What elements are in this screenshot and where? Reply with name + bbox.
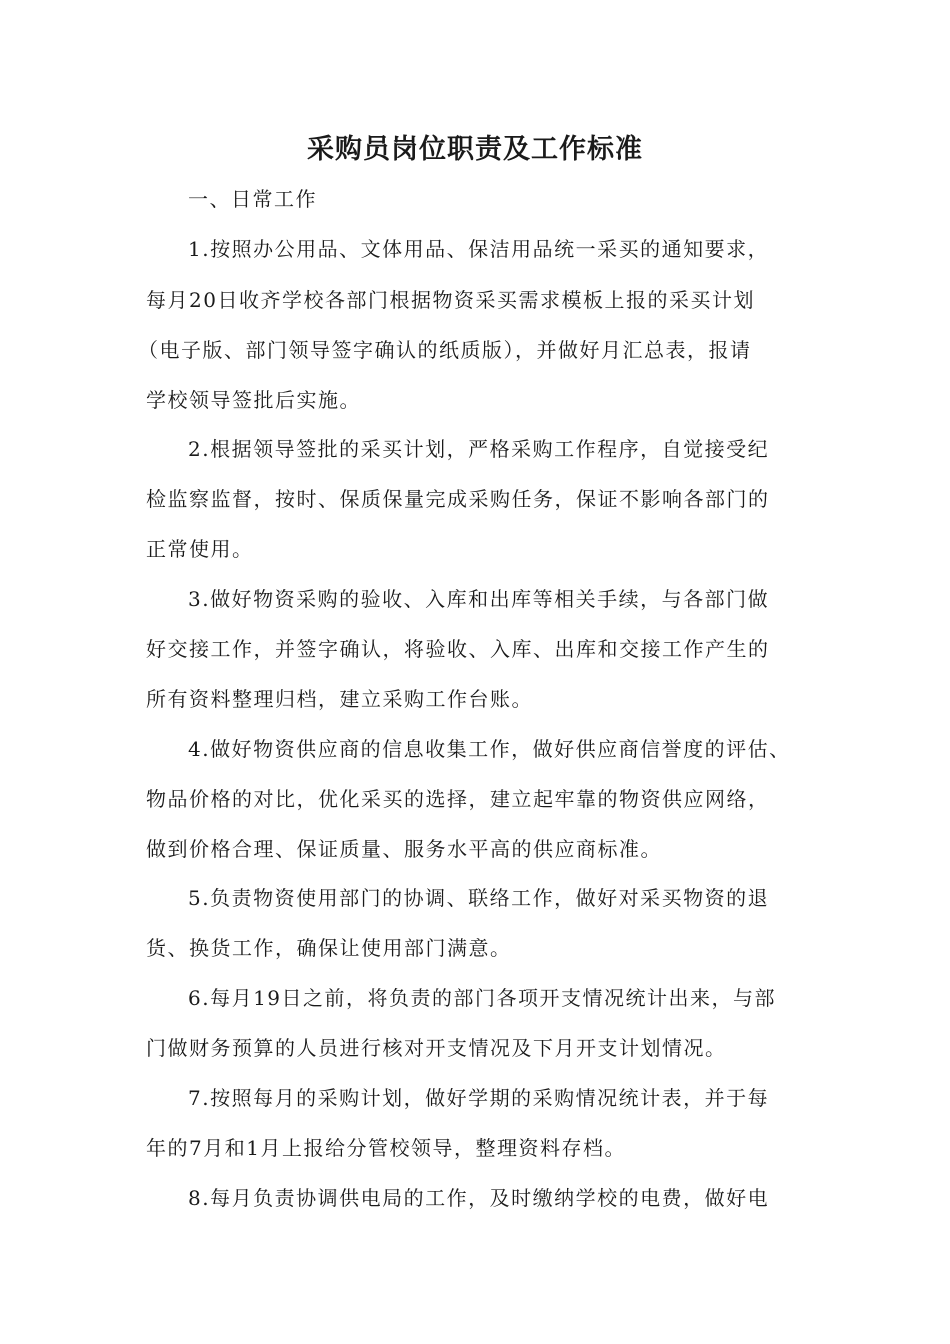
paragraph-line: 3.做好物资采购的验收、入库和出库等相关手续，与各部门做 (188, 587, 770, 611)
paragraph-line: 6.每月19日之前，将负责的部门各项开支情况统计出来，与部 (188, 986, 777, 1010)
paragraph-line: 4.做好物资供应商的信息收集工作，做好供应商信誉度的评估、 (188, 737, 791, 761)
paragraph-line: 所有资料整理归档，建立采购工作台账。 (146, 687, 533, 711)
paragraph-line: 每月20日收齐学校各部门根据物资采买需求模板上报的采买计划 (146, 288, 755, 312)
paragraph-line: 学校领导签批后实施。 (146, 388, 361, 412)
paragraph-line: 5.负责物资使用部门的协调、联络工作，做好对采买物资的退 (188, 886, 770, 910)
paragraph-line: 检监察监督，按时、保质保量完成采购任务，保证不影响各部门的 (146, 487, 770, 511)
paragraph-line: 做到价格合理、保证质量、服务水平高的供应商标准。 (146, 837, 662, 861)
paragraph-line: 2.根据领导签批的采买计划，严格采购工作程序，自觉接受纪 (188, 437, 770, 461)
paragraph-line: 货、换货工作，确保让使用部门满意。 (146, 936, 512, 960)
paragraph-line: （电子版、部门领导签字确认的纸质版），并做好月汇总表，报请 (138, 338, 752, 362)
document-title: 采购员岗位职责及工作标准 (307, 134, 643, 165)
paragraph-line: 年的7月和1月上报给分管校领导，整理资料存档。 (146, 1136, 626, 1160)
paragraph-line: 7.按照每月的采购计划，做好学期的采购情况统计表，并于每 (188, 1086, 770, 1110)
paragraph-line: 1.按照办公用品、文体用品、保洁用品统一采买的通知要求， (188, 237, 770, 261)
paragraph-line: 好交接工作，并签字确认，将验收、入库、出库和交接工作产生的 (146, 637, 770, 661)
section-heading: 一、日常工作 (188, 187, 317, 211)
paragraph-line: 门做财务预算的人员进行核对开支情况及下月开支计划情况。 (146, 1036, 727, 1060)
paragraph-line: 8.每月负责协调供电局的工作，及时缴纳学校的电费，做好电 (188, 1186, 770, 1210)
paragraph-line: 物品价格的对比，优化采买的选择，建立起牢靠的物资供应网络， (146, 787, 770, 811)
paragraph-line: 正常使用。 (146, 537, 254, 561)
